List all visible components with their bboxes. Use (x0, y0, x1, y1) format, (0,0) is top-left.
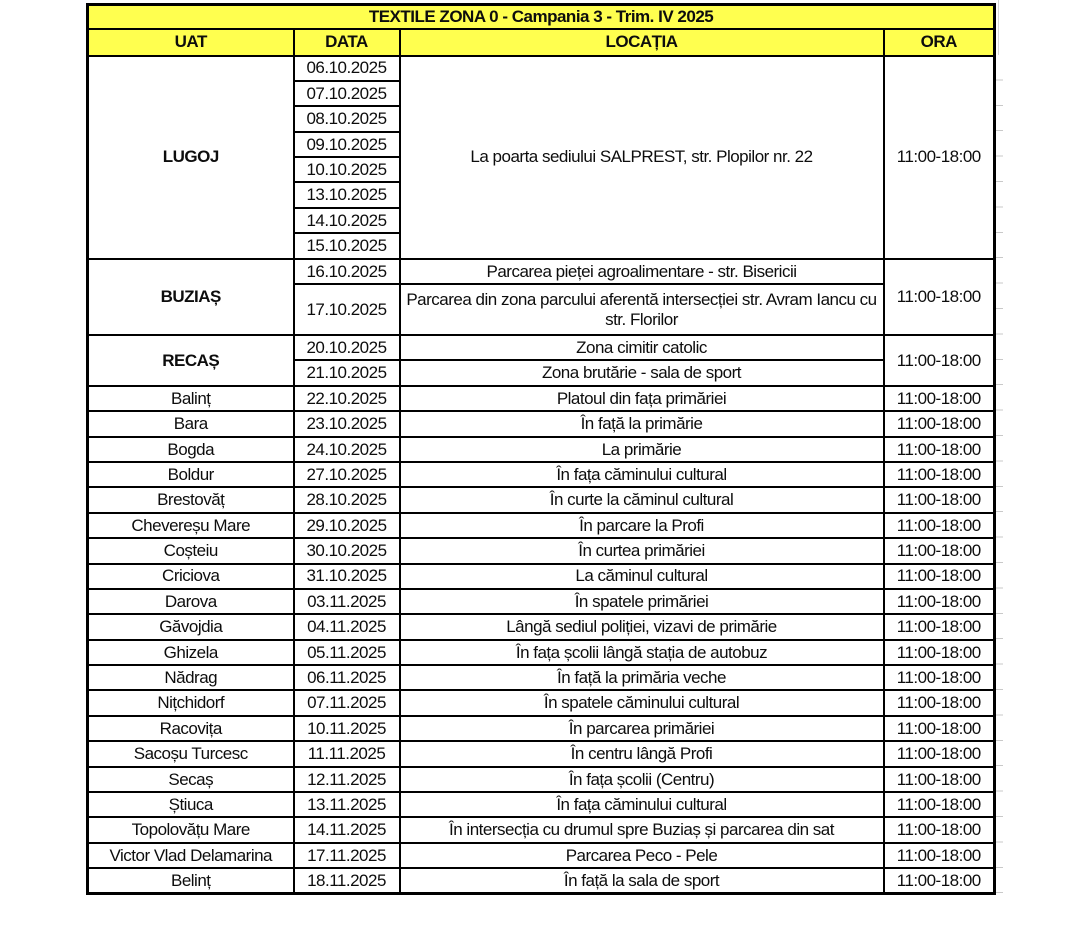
table-row (88, 817, 995, 842)
date-cell: 14.11.2025 (294, 817, 400, 842)
date-cell: 07.11.2025 (294, 690, 400, 715)
date-cell: 22.10.2025 (294, 386, 400, 411)
column-header-data: DATA (294, 29, 400, 56)
date-cell: 18.11.2025 (294, 868, 400, 893)
column-header-uat: UAT (88, 29, 294, 56)
uat-cell: Victor Vlad Delamarina (88, 843, 294, 868)
date-cell: 17.10.2025 (294, 284, 400, 335)
location-cell: În față la sala de sport (400, 868, 884, 893)
ora-cell: 11:00-18:00 (884, 411, 995, 436)
ora-cell: 11:00-18:00 (884, 614, 995, 639)
location-cell: În curte la căminul cultural (400, 487, 884, 512)
date-cell: 20.10.2025 (294, 335, 400, 360)
location-cell: La poarta sediului SALPREST, str. Plopilor nr. 22 (400, 56, 884, 259)
date-cell: 14.10.2025 (294, 208, 400, 233)
location-cell: Parcarea din zona parcului aferentă intersecției str. Avram Iancu cu str. Florilor (400, 284, 884, 335)
table-row (88, 386, 995, 411)
date-cell: 28.10.2025 (294, 487, 400, 512)
table-row (88, 843, 995, 868)
schedule-body (88, 56, 995, 894)
location-cell: În fața școlii (Centru) (400, 767, 884, 792)
gridline-ticks (996, 55, 1003, 894)
uat-cell: BUZIAȘ (88, 259, 294, 335)
ora-cell: 11:00-18:00 (884, 538, 995, 563)
title-row (88, 5, 995, 29)
location-cell: În spatele căminului cultural (400, 690, 884, 715)
location-cell: În centru lângă Profi (400, 741, 884, 766)
table-row (88, 792, 995, 817)
uat-cell: Brestovăț (88, 487, 294, 512)
date-cell: 03.11.2025 (294, 589, 400, 614)
ora-cell: 11:00-18:00 (884, 690, 995, 715)
table-row (88, 868, 995, 893)
uat-cell: Sacoșu Turcesc (88, 741, 294, 766)
uat-cell: Coșteiu (88, 538, 294, 563)
table-row (88, 259, 995, 284)
ora-cell: 11:00-18:00 (884, 462, 995, 487)
date-cell: 24.10.2025 (294, 437, 400, 462)
schedule-head (88, 5, 995, 56)
ora-cell: 11:00-18:00 (884, 767, 995, 792)
table-row (88, 716, 995, 741)
date-cell: 21.10.2025 (294, 360, 400, 385)
location-cell: Zona brutărie - sala de sport (400, 360, 884, 385)
uat-cell: Secaș (88, 767, 294, 792)
ora-cell: 11:00-18:00 (884, 817, 995, 842)
date-cell: 13.10.2025 (294, 182, 400, 207)
location-cell: În spatele primăriei (400, 589, 884, 614)
date-cell: 06.11.2025 (294, 665, 400, 690)
date-cell: 10.10.2025 (294, 157, 400, 182)
uat-cell: Ghizela (88, 640, 294, 665)
date-cell: 12.11.2025 (294, 767, 400, 792)
date-cell: 10.11.2025 (294, 716, 400, 741)
location-cell: În fața căminului cultural (400, 792, 884, 817)
date-cell: 13.11.2025 (294, 792, 400, 817)
column-header-locatia: LOCAȚIA (400, 29, 884, 56)
date-cell: 15.10.2025 (294, 233, 400, 258)
uat-cell: Topolovățu Mare (88, 817, 294, 842)
ora-cell: 11:00-18:00 (884, 564, 995, 589)
location-cell: La primărie (400, 437, 884, 462)
date-cell: 29.10.2025 (294, 513, 400, 538)
ora-cell: 11:00-18:00 (884, 640, 995, 665)
schedule-table (86, 3, 996, 895)
location-cell: În față la primărie (400, 411, 884, 436)
table-row (88, 411, 995, 436)
uat-cell: Nițchidorf (88, 690, 294, 715)
uat-cell: Știuca (88, 792, 294, 817)
date-cell: 17.11.2025 (294, 843, 400, 868)
uat-cell: LUGOJ (88, 56, 294, 259)
gridline-vertical (998, 0, 999, 55)
table-row (88, 487, 995, 512)
ora-cell: 11:00-18:00 (884, 589, 995, 614)
uat-cell: Bogda (88, 437, 294, 462)
ora-cell: 11:00-18:00 (884, 868, 995, 893)
uat-cell: Chevereșu Mare (88, 513, 294, 538)
location-cell: La căminul cultural (400, 564, 884, 589)
ora-cell: 11:00-18:00 (884, 513, 995, 538)
date-cell: 16.10.2025 (294, 259, 400, 284)
location-cell: În față la primăria veche (400, 665, 884, 690)
location-cell: În fața căminului cultural (400, 462, 884, 487)
uat-cell: Belinț (88, 868, 294, 893)
table-row (88, 767, 995, 792)
ora-cell: 11:00-18:00 (884, 386, 995, 411)
uat-cell: Balinț (88, 386, 294, 411)
ora-cell: 11:00-18:00 (884, 843, 995, 868)
uat-cell: Criciova (88, 564, 294, 589)
header-row (88, 29, 995, 56)
location-cell: Platoul din fața primăriei (400, 386, 884, 411)
date-cell: 11.11.2025 (294, 741, 400, 766)
table-row (88, 437, 995, 462)
table-row (88, 589, 995, 614)
location-cell: Zona cimitir catolic (400, 335, 884, 360)
table-row (88, 513, 995, 538)
column-header-ora: ORA (884, 29, 995, 56)
location-cell: Parcarea Peco - Pele (400, 843, 884, 868)
ora-cell: 11:00-18:00 (884, 487, 995, 512)
table-row (88, 665, 995, 690)
table-row (88, 564, 995, 589)
uat-cell: Boldur (88, 462, 294, 487)
date-cell: 30.10.2025 (294, 538, 400, 563)
location-cell: În curtea primăriei (400, 538, 884, 563)
ora-cell: 11:00-18:00 (884, 437, 995, 462)
date-cell: 05.11.2025 (294, 640, 400, 665)
table-row (88, 462, 995, 487)
uat-cell: Racovița (88, 716, 294, 741)
uat-cell: Găvojdia (88, 614, 294, 639)
date-cell: 09.10.2025 (294, 132, 400, 157)
uat-cell: RECAȘ (88, 335, 294, 386)
date-cell: 31.10.2025 (294, 564, 400, 589)
date-cell: 04.11.2025 (294, 614, 400, 639)
location-cell: În parcare la Profi (400, 513, 884, 538)
location-cell: În parcarea primăriei (400, 716, 884, 741)
page-title: TEXTILE ZONA 0 - Campania 3 - Trim. IV 2025 (88, 5, 995, 29)
location-cell: În fața școlii lângă stația de autobuz (400, 640, 884, 665)
date-cell: 08.10.2025 (294, 106, 400, 131)
table-row (88, 640, 995, 665)
uat-cell: Bara (88, 411, 294, 436)
table-row (88, 741, 995, 766)
ora-cell: 11:00-18:00 (884, 335, 995, 386)
date-cell: 06.10.2025 (294, 56, 400, 81)
date-cell: 27.10.2025 (294, 462, 400, 487)
table-row (88, 335, 995, 360)
ora-cell: 11:00-18:00 (884, 792, 995, 817)
table-row (88, 690, 995, 715)
ora-cell: 11:00-18:00 (884, 665, 995, 690)
table-row (88, 56, 995, 81)
ora-cell: 11:00-18:00 (884, 716, 995, 741)
date-cell: 23.10.2025 (294, 411, 400, 436)
table-row (88, 614, 995, 639)
date-cell: 07.10.2025 (294, 81, 400, 106)
location-cell: Lângă sediul poliției, vizavi de primărie (400, 614, 884, 639)
ora-cell: 11:00-18:00 (884, 741, 995, 766)
uat-cell: Nădrag (88, 665, 294, 690)
ora-cell: 11:00-18:00 (884, 259, 995, 335)
location-cell: În intersecția cu drumul spre Buziaș și parcarea din sat (400, 817, 884, 842)
ora-cell: 11:00-18:00 (884, 56, 995, 259)
table-row (88, 538, 995, 563)
location-cell: Parcarea pieței agroalimentare - str. Bisericii (400, 259, 884, 284)
uat-cell: Darova (88, 589, 294, 614)
